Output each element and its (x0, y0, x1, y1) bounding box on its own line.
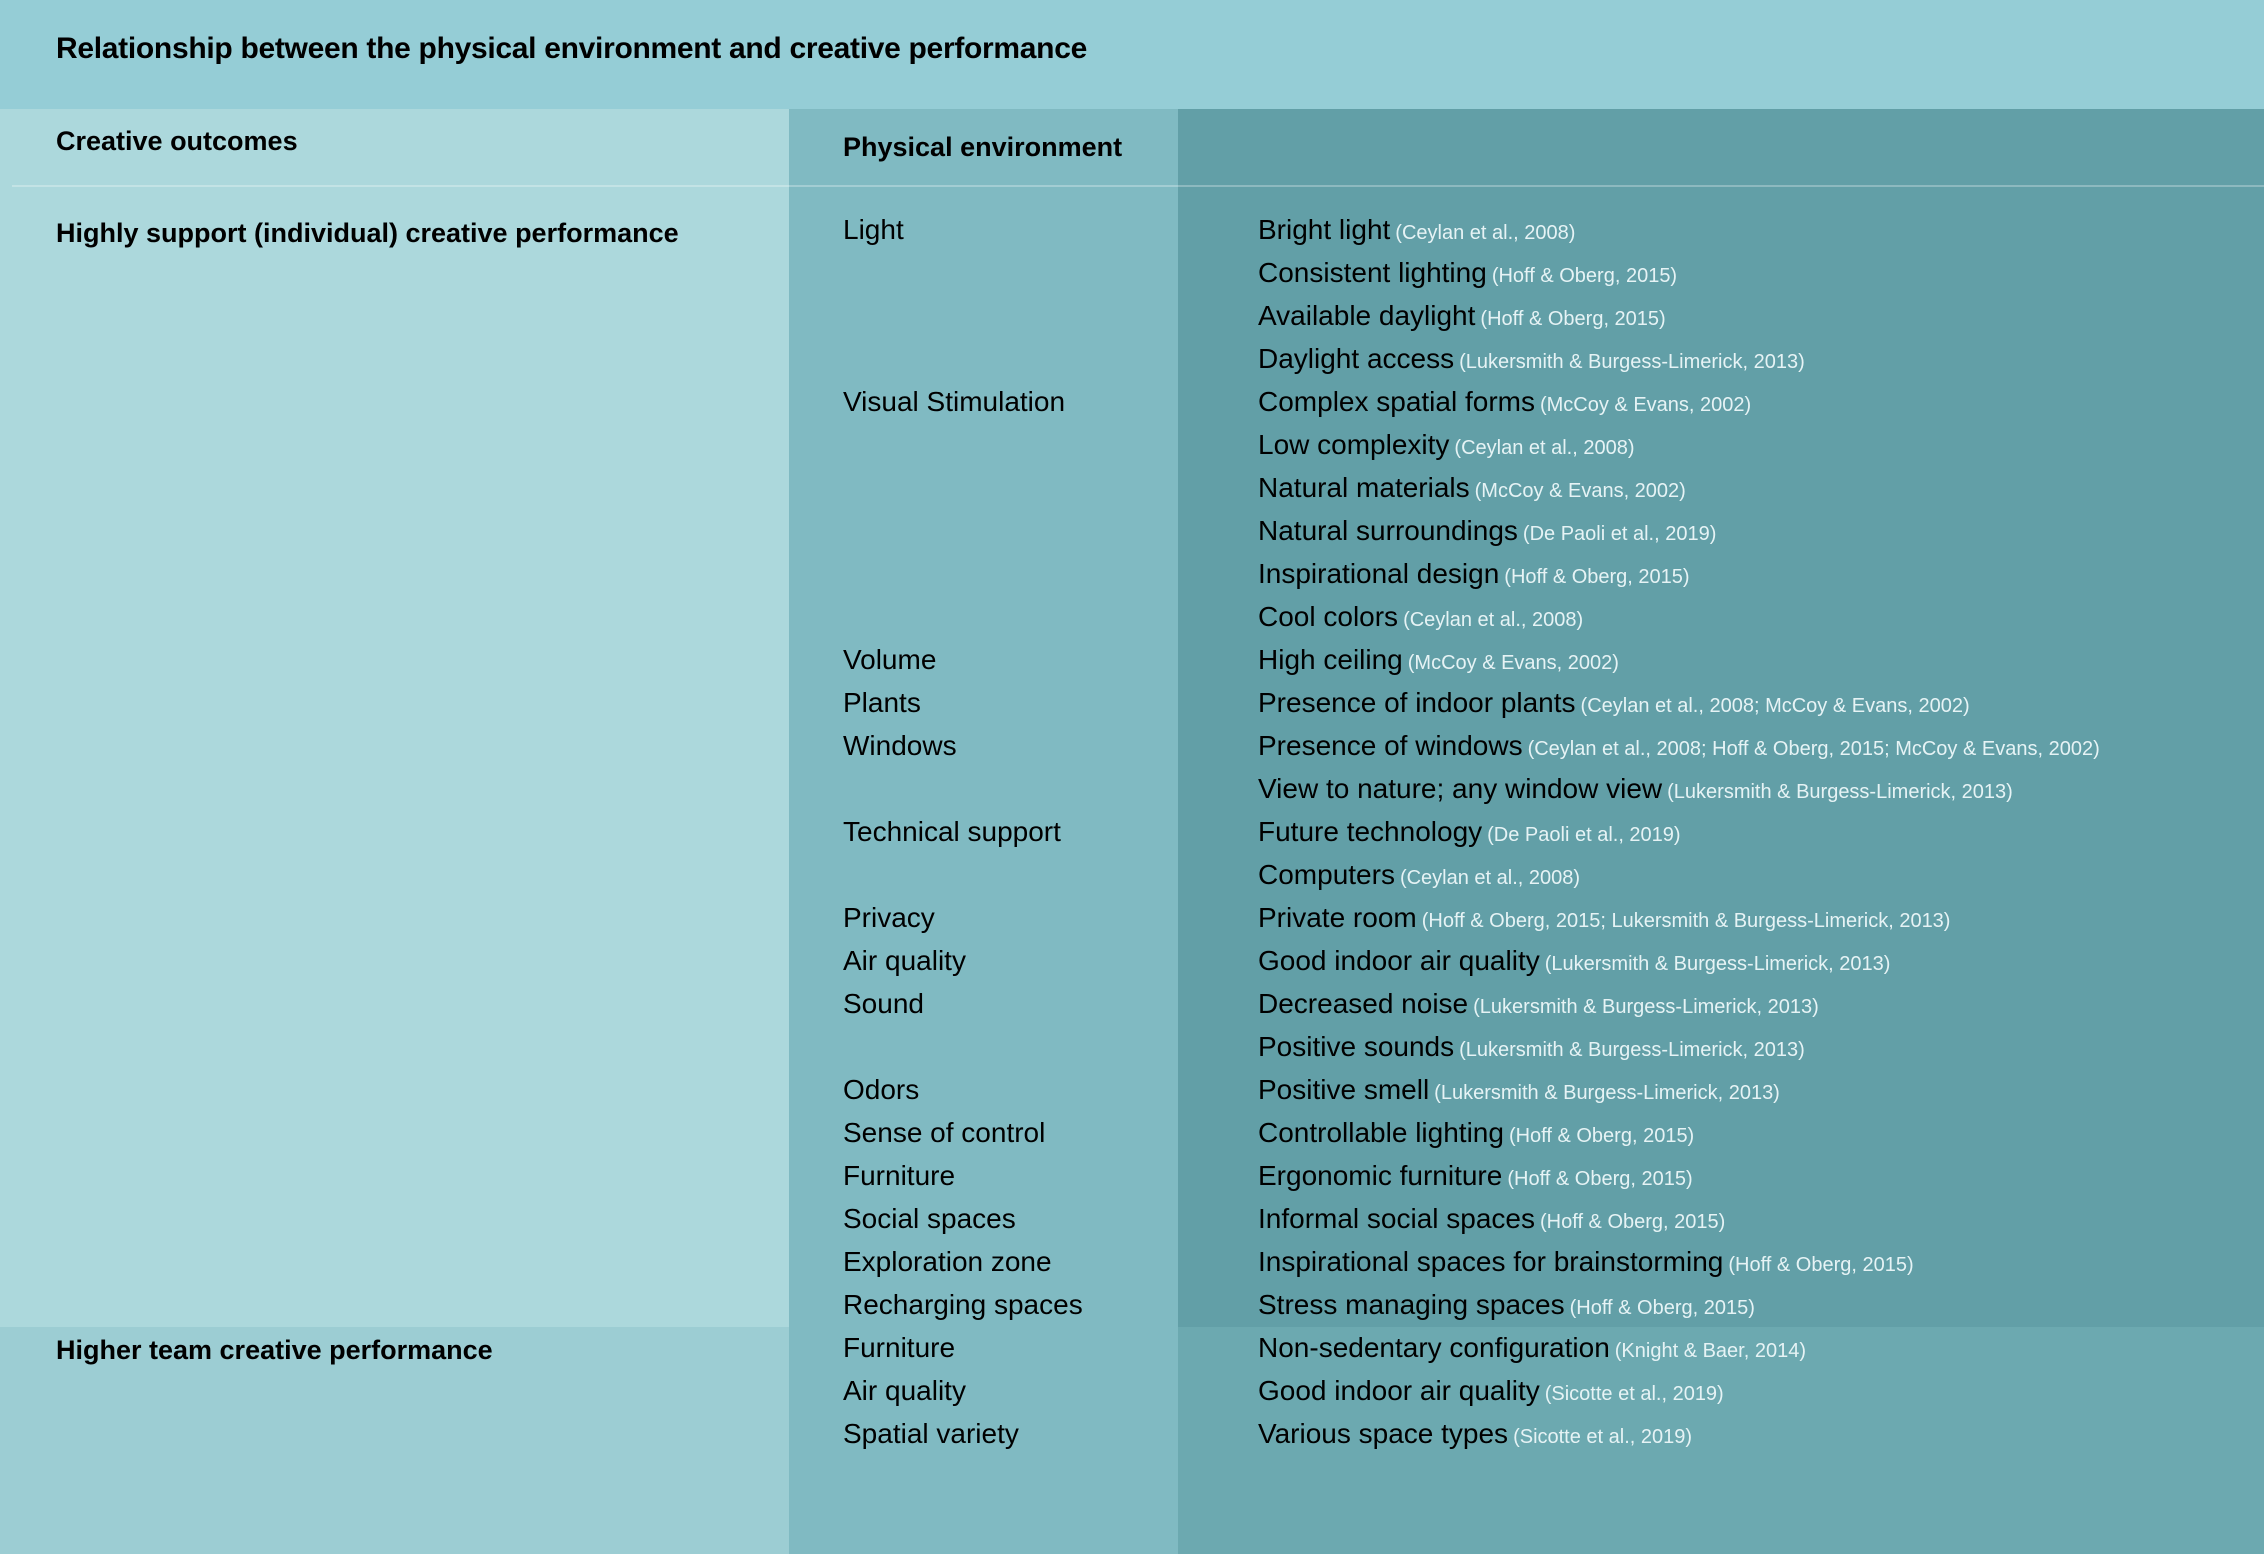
finding-citation: (Sicotte et al., 2019) (1544, 1383, 1724, 1405)
finding-text: Natural surroundings (1258, 515, 1518, 546)
finding-text: Daylight access (1258, 343, 1455, 374)
finding (1258, 1203, 1725, 1235)
finding-citation: (Hoff & Oberg, 2015) (1507, 1168, 1693, 1190)
environment-factor: Odors (843, 1074, 920, 1105)
environment-factor: Furniture (843, 1332, 956, 1363)
table-row (0, 859, 2264, 902)
environment-factor: Air quality (843, 945, 966, 976)
finding-text: Positive smell (1258, 1074, 1430, 1105)
finding-text: Good indoor air quality (1258, 1375, 1540, 1406)
table-row (0, 988, 2264, 1031)
finding-citation: (McCoy & Evans, 2002) (1474, 480, 1686, 502)
finding (1258, 343, 1805, 375)
finding-citation: (Knight & Baer, 2014) (1614, 1340, 1806, 1362)
finding (1258, 1332, 1806, 1364)
finding-text: Private room (1258, 902, 1417, 933)
environment-factor: Technical support (843, 816, 1061, 847)
table-row (0, 472, 2264, 515)
table-row (0, 300, 2264, 343)
table-row (0, 902, 2264, 945)
finding (1258, 214, 1575, 246)
table-row (0, 1332, 2264, 1375)
finding (1258, 730, 2100, 762)
table-row (0, 386, 2264, 429)
finding-citation: (Ceylan et al., 2008; McCoy & Evans, 2002) (1580, 695, 1970, 717)
finding-text: Presence of indoor plants (1258, 687, 1576, 718)
finding-text: Cool colors (1258, 601, 1399, 632)
table-row (0, 1289, 2264, 1332)
finding (1258, 386, 1751, 418)
finding-citation: (Lukersmith & Burgess-Limerick, 2013) (1544, 953, 1891, 975)
finding-text: Controllable lighting (1258, 1117, 1504, 1148)
finding-text: Positive sounds (1258, 1031, 1455, 1062)
finding-text: View to nature; any window view (1258, 773, 1663, 804)
finding-citation: (Hoff & Oberg, 2015) (1480, 308, 1666, 330)
findings-table (0, 214, 2264, 1461)
finding (1258, 945, 1890, 977)
finding-citation: (Lukersmith & Burgess-Limerick, 2013) (1667, 781, 2013, 803)
finding (1258, 1117, 1694, 1149)
table-row (0, 1418, 2264, 1461)
finding-citation: (De Paoli et al., 2019) (1522, 523, 1717, 545)
finding-citation: (Hoff & Oberg, 2015) (1540, 1211, 1726, 1233)
finding-citation: (McCoy & Evans, 2002) (1407, 652, 1619, 674)
environment-factor: Sense of control (843, 1117, 1046, 1148)
finding (1258, 601, 1583, 633)
finding-text: Ergonomic furniture (1258, 1160, 1503, 1191)
finding (1258, 902, 1950, 934)
finding (1258, 300, 1666, 332)
finding (1258, 1031, 1805, 1063)
finding-citation: (Hoff & Oberg, 2015) (1508, 1125, 1695, 1147)
table-row (0, 558, 2264, 601)
finding-citation: (Ceylan et al., 2008; Hoff & Oberg, 2015; McCoy & Evans, 2002) (1527, 738, 2100, 760)
outcome-team-label: Higher team creative performance (56, 1335, 493, 1365)
finding-text: Informal social spaces (1258, 1203, 1536, 1234)
environment-factor: Light (843, 214, 904, 245)
finding (1258, 1418, 1692, 1450)
header-divider (12, 185, 2264, 187)
finding (1258, 558, 1690, 590)
finding-text: High ceiling (1258, 644, 1403, 675)
table-row (0, 644, 2264, 687)
table-row (0, 687, 2264, 730)
finding (1258, 988, 1819, 1020)
table-row (0, 1074, 2264, 1117)
finding-text: Complex spatial forms (1258, 386, 1535, 417)
table-row (0, 1246, 2264, 1289)
finding-citation: (Hoff & Oberg, 2015) (1491, 265, 1678, 287)
table-row (0, 1031, 2264, 1074)
table-row (0, 773, 2264, 816)
finding-citation: (Hoff & Oberg, 2015) (1728, 1254, 1914, 1276)
finding-citation: (Lukersmith & Burgess-Limerick, 2013) (1473, 996, 1819, 1018)
table-row (0, 1160, 2264, 1203)
table-row (0, 214, 2264, 257)
finding-text: Natural materials (1258, 472, 1470, 503)
finding (1258, 687, 1970, 719)
finding-citation: (Ceylan et al., 2008) (1399, 867, 1581, 889)
environment-factor: Plants (843, 687, 921, 718)
table-row (0, 945, 2264, 988)
table-row (0, 515, 2264, 558)
table-row (0, 1375, 2264, 1418)
finding-text: Presence of windows (1258, 730, 1523, 761)
finding (1258, 1375, 1724, 1407)
finding-citation: (Ceylan et al., 2008) (1403, 609, 1584, 631)
environment-factor: Air quality (843, 1375, 966, 1406)
finding (1258, 1246, 1914, 1278)
finding (1258, 859, 1580, 891)
environment-factor: Sound (843, 988, 924, 1019)
finding-citation: (Ceylan et al., 2008) (1395, 222, 1576, 244)
environment-factor: Furniture (843, 1160, 956, 1191)
finding-citation: (Hoff & Oberg, 2015; Lukersmith & Burgess-Limerick, 2013) (1421, 910, 1951, 932)
environment-factor: Privacy (843, 902, 935, 933)
finding-text: Computers (1258, 859, 1395, 890)
finding-text: Various space types (1258, 1418, 1509, 1449)
finding-text: Decreased noise (1258, 988, 1469, 1019)
finding-text: Available daylight (1258, 300, 1476, 331)
finding-text: Inspirational design (1258, 558, 1500, 589)
environment-factor: Exploration zone (843, 1246, 1052, 1277)
finding-citation: (De Paoli et al., 2019) (1487, 824, 1681, 846)
table-row (0, 257, 2264, 300)
finding-citation: (Hoff & Oberg, 2015) (1569, 1297, 1755, 1319)
finding-text: Bright light (1258, 214, 1391, 245)
table-row (0, 343, 2264, 386)
table-row (0, 816, 2264, 859)
finding-text: Inspirational spaces for brainstorming (1258, 1246, 1724, 1277)
finding-text: Stress managing spaces (1258, 1289, 1565, 1320)
finding (1258, 1160, 1693, 1192)
page-title: Relationship between the physical environment and creative performance (56, 32, 1087, 65)
finding-text: Future technology (1258, 816, 1483, 847)
finding (1258, 773, 2013, 805)
environment-factor: Windows (843, 730, 957, 761)
finding-text: Good indoor air quality (1258, 945, 1540, 976)
finding-citation: (Lukersmith & Burgess-Limerick, 2013) (1459, 351, 1805, 373)
finding-citation: (Lukersmith & Burgess-Limerick, 2013) (1434, 1082, 1780, 1104)
creative-outcomes-header: Creative outcomes (56, 126, 298, 156)
finding-citation: (Hoff & Oberg, 2015) (1504, 566, 1690, 588)
table-row (0, 730, 2264, 773)
physical-environment-header: Physical environment (843, 132, 1123, 162)
finding (1258, 472, 1686, 504)
finding-text: Non-sedentary configuration (1258, 1332, 1610, 1363)
finding (1258, 257, 1677, 289)
finding-citation: (McCoy & Evans, 2002) (1539, 394, 1752, 416)
finding (1258, 1289, 1755, 1321)
finding (1258, 644, 1619, 676)
environment-factor: Recharging spaces (843, 1289, 1083, 1320)
table-row (0, 1117, 2264, 1160)
finding (1258, 816, 1681, 848)
table-row (0, 1203, 2264, 1246)
environment-factor: Volume (843, 644, 937, 675)
finding-citation: (Lukersmith & Burgess-Limerick, 2013) (1459, 1039, 1805, 1061)
finding (1258, 515, 1716, 547)
environment-factor: Spatial variety (843, 1418, 1019, 1449)
finding-citation: (Sicotte et al., 2019) (1513, 1426, 1693, 1448)
table-row (0, 429, 2264, 472)
environment-factor: Social spaces (843, 1203, 1016, 1234)
finding-citation: (Ceylan et al., 2008) (1454, 437, 1635, 459)
finding-text: Low complexity (1258, 429, 1450, 460)
finding-text: Consistent lighting (1258, 257, 1487, 288)
finding (1258, 1074, 1780, 1106)
table-row (0, 601, 2264, 644)
finding (1258, 429, 1635, 461)
environment-factor: Visual Stimulation (843, 386, 1066, 417)
outcome-individual-label: Highly support (individual) creative performance (56, 218, 679, 248)
